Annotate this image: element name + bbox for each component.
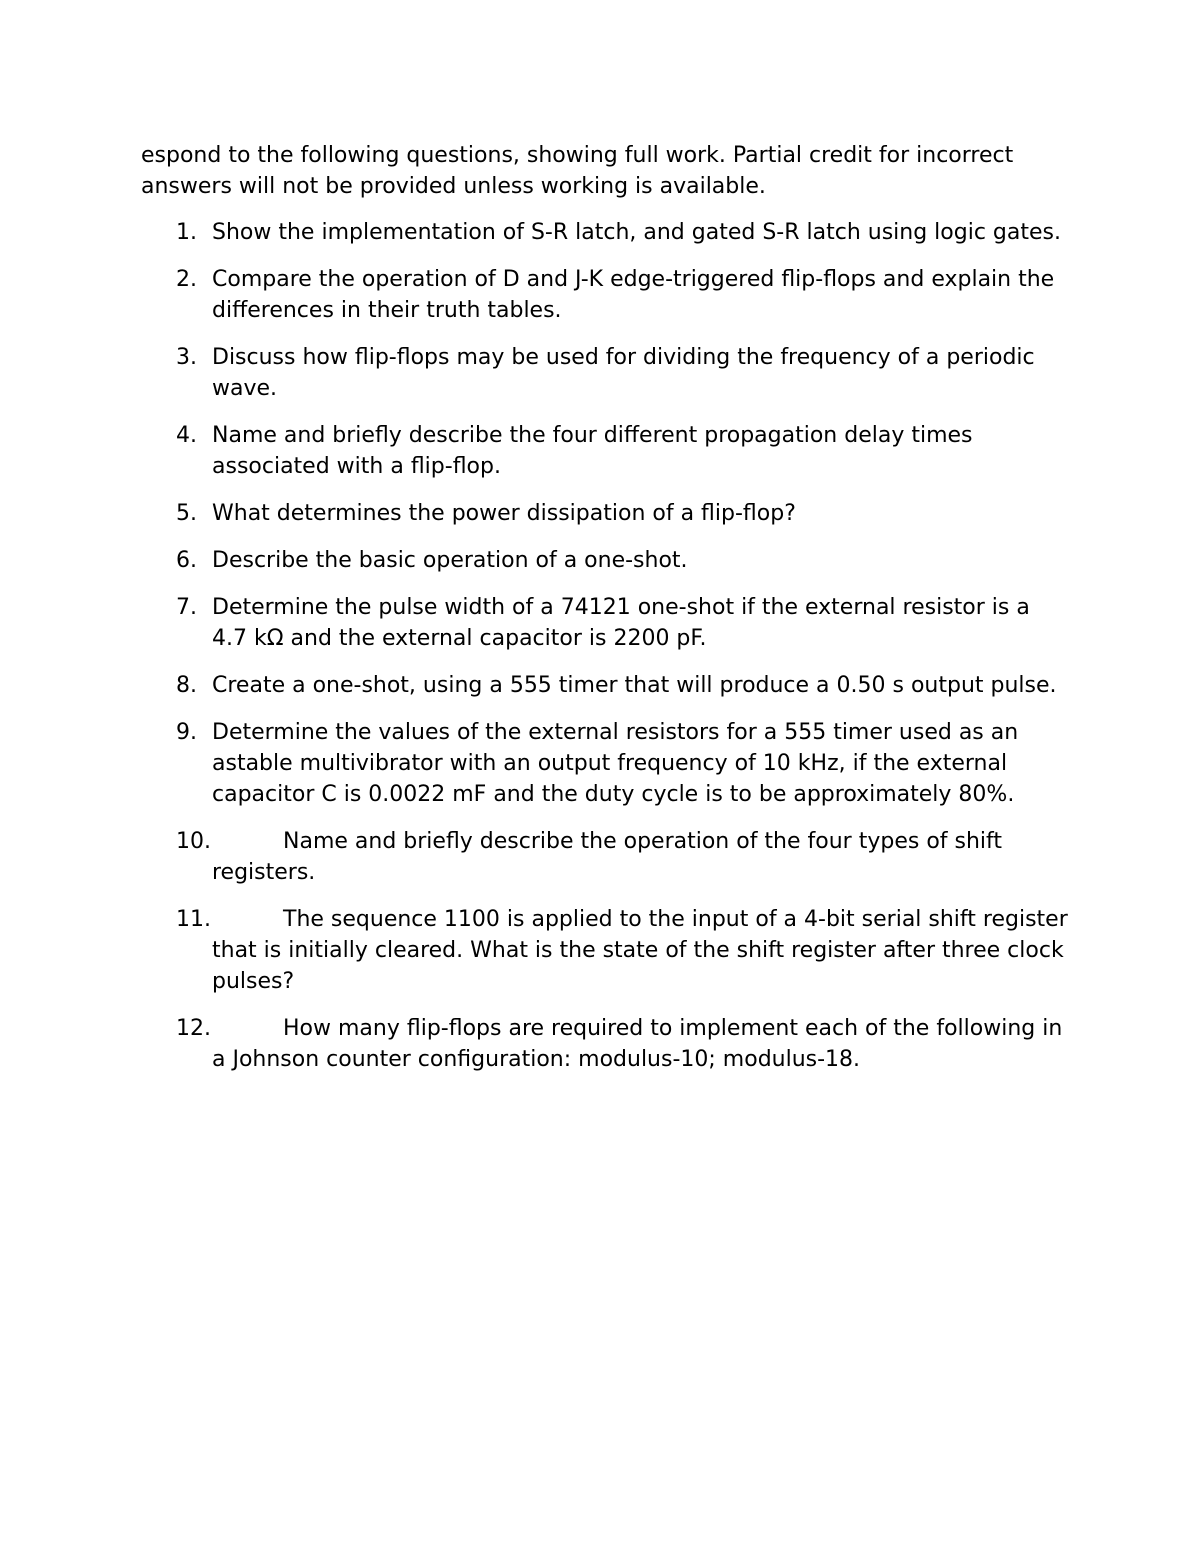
question-number: 6. (176, 548, 197, 573)
question-text: Determine the pulse width of a 74121 one-shot if the external resistor is a 4.7 kΩ and the external capacitor is 2200 pF. (212, 595, 1030, 651)
question-number: 8. (176, 673, 197, 698)
question-number: 10. (176, 829, 211, 854)
question-text: Create a one-shot, using a 555 timer that will produce a 0.50 s output pulse. (212, 673, 1057, 698)
question-item (141, 342, 1071, 404)
question-text: Name and briefly describe the four different propagation delay times associated with a flip-flop. (212, 423, 973, 479)
question-item (141, 217, 1071, 248)
question-item (141, 498, 1071, 529)
question-text: Determine the values of the external resistors for a 555 timer used as an astable multivibrator with an output frequency of 10 kHz, if the external capacitor C is 0.0022 mF and the duty cycle is to be approximately 80%. (212, 720, 1019, 807)
question-text: Describe the basic operation of a one-shot. (212, 548, 688, 573)
question-number: 1. (176, 220, 197, 245)
question-number: 2. (176, 267, 197, 292)
question-text: The sequence 1100 is applied to the input of a 4-bit serial shift register that is initially cleared. What is the state of the shift register after three clock pulses? (212, 907, 1068, 994)
question-number: 7. (176, 595, 197, 620)
question-number: 11. (176, 907, 211, 932)
question-list (141, 217, 1071, 1075)
question-number: 9. (176, 720, 197, 745)
question-item (141, 545, 1071, 576)
question-item (141, 717, 1071, 810)
question-item (141, 670, 1071, 701)
question-text: Compare the operation of D and J-K edge-triggered flip-flops and explain the differences in their truth tables. (212, 267, 1055, 323)
question-item (141, 826, 1071, 888)
question-number: 5. (176, 501, 197, 526)
question-item (141, 592, 1071, 654)
question-item (141, 904, 1071, 997)
document-page (141, 140, 1071, 1091)
question-text: How many flip-flops are required to implement each of the following in a Johnson counter configuration: modulus-10; modulus-18. (212, 1016, 1063, 1072)
intro-paragraph: espond to the following questions, showing full work. Partial credit for incorrect answers will not be provided unless working is available. (141, 143, 1014, 199)
question-text: What determines the power dissipation of a flip-flop? (212, 501, 796, 526)
question-number: 3. (176, 345, 197, 370)
question-item (141, 264, 1071, 326)
question-item (141, 420, 1071, 482)
question-number: 12. (176, 1016, 211, 1041)
question-text: Discuss how flip-flops may be used for dividing the frequency of a periodic wave. (212, 345, 1035, 401)
question-number: 4. (176, 423, 197, 448)
question-item (141, 1013, 1071, 1075)
question-text: Show the implementation of S-R latch, and gated S-R latch using logic gates. (212, 220, 1061, 245)
question-text: Name and briefly describe the operation of the four types of shift registers. (212, 829, 1003, 885)
